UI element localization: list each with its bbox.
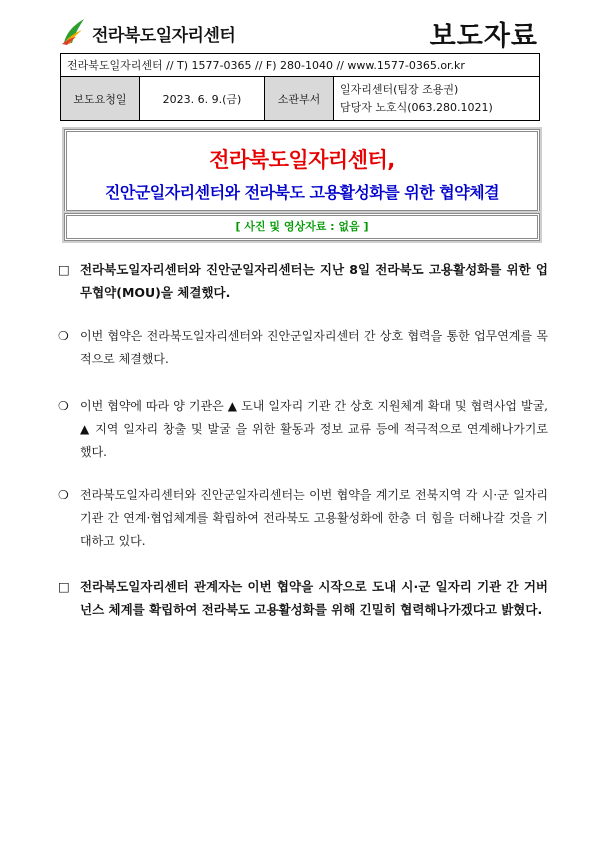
- square-bullet-icon: □: [58, 262, 70, 277]
- paragraph-5: [58, 575, 548, 621]
- paragraph-text: 이번 협약은 전라북도일자리센터와 진안군일자리센터 간 상호 협력을 통한 업무연계를 목적으로 체결했다.: [80, 329, 548, 366]
- paragraph-text: 전라북도일자리센터와 진안군일자리센터는 이번 협약을 계기로 전북지역 각 시·군 일자리기관 간 연계·협업체계를 확립하여 전라북도 고용활성화에 한층 더 힘을 더해나갈 것을 기대하고 있다.: [80, 488, 548, 548]
- department-info: [334, 77, 540, 121]
- info-table: [60, 53, 540, 121]
- paragraph-text: 전라북도일자리센터 관계자는 이번 협약을 시작으로 도내 시·군 일자리 기관 간 거버넌스 체계를 확립하여 전라북도 고용활성화를 위해 긴밀히 협력해나가겠다고 밝혔다.: [80, 579, 548, 617]
- request-date-label: 보도요청일: [61, 77, 140, 121]
- org-name: 전라북도일자리센터: [92, 26, 236, 46]
- press-release-title: 보도자료: [429, 21, 538, 52]
- request-date: 2023. 6. 9.(금): [140, 77, 265, 121]
- paragraph-text: 이번 협약에 따라 양 기관은 ▲ 도내 일자리 기관 간 상호 지원체계 확대 및 협력사업 발굴, ▲ 지역 일자리 창출 및 발굴 을 위한 활동과 정보 교류 등에 적극적으로 연계해나가기로 했다.: [80, 399, 548, 459]
- paragraph-text: 전라북도일자리센터와 진안군일자리센터는 지난 8일 전라북도 고용활성화를 위한 업무협약(MOU)을 체결했다.: [80, 262, 548, 300]
- circle-bullet-icon: ❍: [58, 399, 69, 413]
- paragraph-2: [58, 325, 548, 371]
- paragraph-3: [58, 395, 548, 464]
- department-team: 일자리센터(팀장 조용권): [340, 82, 459, 96]
- department-label: 소관부서: [265, 77, 334, 121]
- square-bullet-icon: □: [58, 579, 70, 594]
- circle-bullet-icon: ❍: [58, 488, 69, 502]
- headline-main: 전라북도일자리센터,: [209, 148, 395, 172]
- logo-icon: [60, 16, 88, 46]
- headline-box: [64, 129, 540, 213]
- headline-sub: 진안군일자리센터와 전라북도 고용활성화를 위한 협약체결: [104, 183, 500, 202]
- photo-note: [ 사진 및 영상자료 : 없음 ]: [64, 213, 540, 241]
- header: [60, 12, 540, 52]
- paragraph-4: [58, 484, 548, 553]
- paragraph-1: [58, 258, 548, 304]
- department-contact: 담당자 노호식(063.280.1021): [340, 100, 493, 114]
- contact-line: 전라북도일자리센터 // T) 1577-0365 // F) 280-1040 // www.1577-0365.or.kr: [61, 54, 540, 77]
- circle-bullet-icon: ❍: [58, 329, 69, 343]
